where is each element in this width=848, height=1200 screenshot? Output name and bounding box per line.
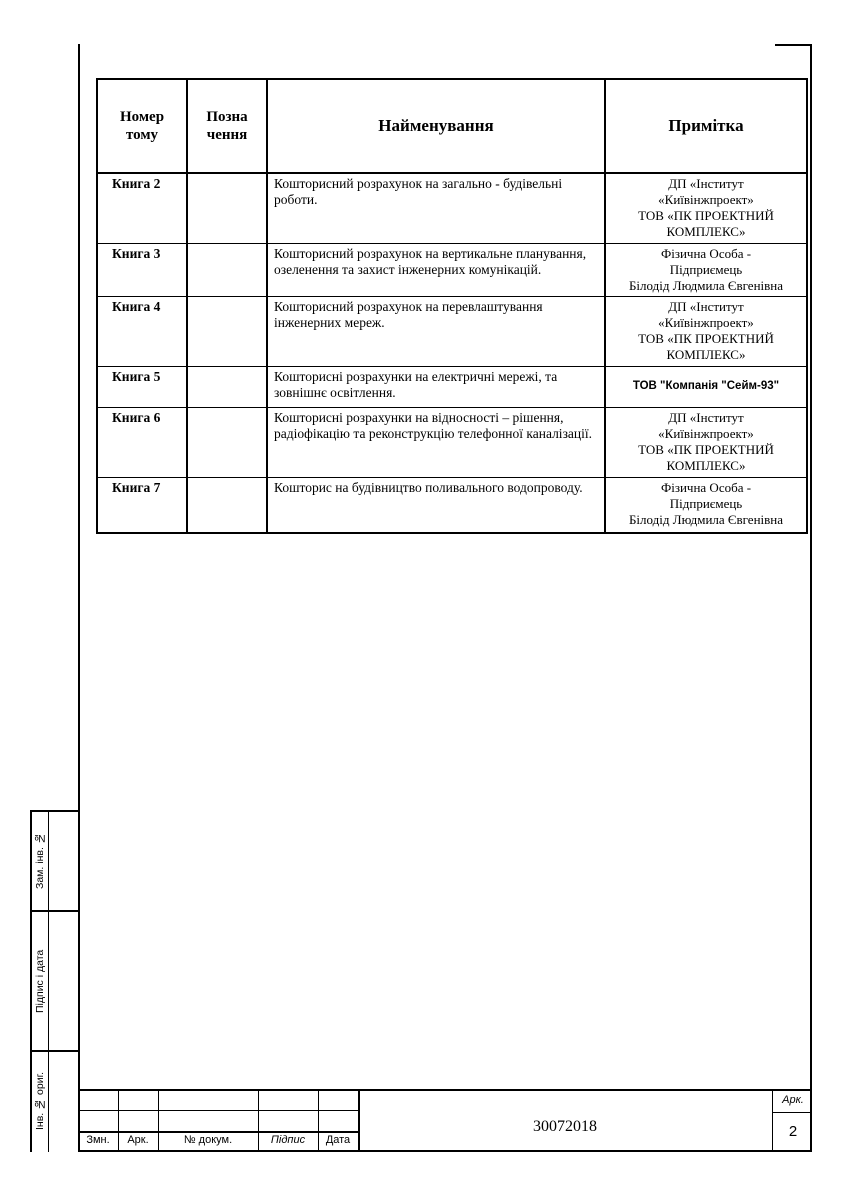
note-line: КОМПЛЕКС» <box>666 224 746 239</box>
volumes-table <box>96 78 808 534</box>
note-line: Фізична Особа - <box>660 245 752 261</box>
note-line: ДП «Інститут <box>668 176 744 191</box>
document-code: 30072018 <box>533 1118 597 1135</box>
row-designation <box>187 243 267 296</box>
title-block-sheet-line <box>772 1112 812 1113</box>
note-line: «Київінжпроект» <box>658 425 754 441</box>
row-name: Кошторис на будівництво поливального водопроводу. <box>267 477 605 533</box>
left-frame-line <box>78 44 80 1152</box>
sheet-column-label: Арк. <box>127 1134 149 1146</box>
row-volume-number: Книга 3 <box>97 243 187 296</box>
row-name: Кошторисні розрахунки на відносності – рішення, радіофікацію та реконструкцію телефонної каналізації. <box>267 407 605 477</box>
table-row <box>97 296 807 366</box>
header-designation: Позна чення <box>187 79 267 173</box>
right-frame-line <box>810 44 812 1152</box>
inv-original-label: Інв. № ориг. <box>34 1071 46 1131</box>
table-row <box>97 477 807 533</box>
row-name: Кошторисний розрахунок на вертикальне планування, озеленення та захист інженерних комунікацій. <box>267 243 605 296</box>
table-row <box>97 407 807 477</box>
row-name: Кошторисний розрахунок на загально - будівельні роботи. <box>267 173 605 243</box>
row-designation <box>187 296 267 366</box>
table-row <box>97 366 807 407</box>
row-designation <box>187 407 267 477</box>
signature-date-label: Підпис і дата <box>34 949 46 1013</box>
note-line: Білодід Людмила Євгенівна <box>628 277 784 293</box>
row-note <box>605 173 807 243</box>
row-note <box>605 407 807 477</box>
row-volume-number: Книга 2 <box>97 173 187 243</box>
title-block-col-line <box>772 1089 773 1151</box>
note-line: КОМПЛЕКС» <box>666 457 746 473</box>
note-line: Фізична Особа - <box>660 479 752 495</box>
table-row <box>97 243 807 296</box>
note-line: ДП «Інститут <box>668 409 744 425</box>
note-line: Підприємець <box>669 495 743 511</box>
row-designation <box>187 366 267 407</box>
sheet-label: Арк. <box>782 1094 804 1106</box>
note-line: ТОВ «ПК ПРОЕКТНИЙ <box>638 208 774 223</box>
row-volume-number: Книга 7 <box>97 477 187 533</box>
row-note <box>605 477 807 533</box>
row-note <box>605 243 807 296</box>
top-corner-mark <box>775 44 811 46</box>
signature-column-label: Підпис <box>270 1134 306 1146</box>
row-designation <box>187 173 267 243</box>
row-volume-number: Книга 5 <box>97 366 187 407</box>
side-stamp-inner-line <box>48 810 49 1152</box>
sheet-number: 2 <box>788 1123 798 1140</box>
header-note: Примітка <box>605 79 807 173</box>
note-line: ТОВ «ПК ПРОЕКТНИЙ <box>638 330 774 346</box>
change-column-label: Змн. <box>86 1134 110 1146</box>
note-line: ТОВ «ПК ПРОЕКТНИЙ <box>638 441 774 457</box>
row-designation <box>187 477 267 533</box>
table-row <box>97 173 807 243</box>
row-volume-number: Книга 4 <box>97 296 187 366</box>
replaced-inv-label: Зам. інв. № <box>34 832 46 890</box>
side-stamp-outer-line <box>30 810 32 1152</box>
header-volume-number: Номер тому <box>97 79 187 173</box>
note-line: «Київінжпроект» <box>658 192 754 207</box>
row-name: Кошторисний розрахунок на перевлаштування інженерних мереж. <box>267 296 605 366</box>
header-name: Найменування <box>267 79 605 173</box>
note-line: ТОВ "Компанія "Сейм-93" <box>632 379 780 392</box>
note-line: «Київінжпроект» <box>658 314 754 330</box>
row-note <box>605 366 807 407</box>
note-line: КОМПЛЕКС» <box>666 346 746 362</box>
doc-number-column-label: № докум. <box>183 1134 233 1146</box>
note-line: ДП «Інститут <box>668 298 744 314</box>
date-column-label: Дата <box>325 1134 351 1146</box>
row-name: Кошторисні розрахунки на електричні мережі, та зовнішнє освітлення. <box>267 366 605 407</box>
row-note <box>605 296 807 366</box>
note-line: Білодід Людмила Євгенівна <box>628 511 784 527</box>
table-header-row <box>97 79 807 173</box>
title-block-top-line <box>78 1089 812 1091</box>
bottom-frame-line <box>78 1150 812 1152</box>
note-line: Підприємець <box>669 261 743 277</box>
row-volume-number: Книга 6 <box>97 407 187 477</box>
